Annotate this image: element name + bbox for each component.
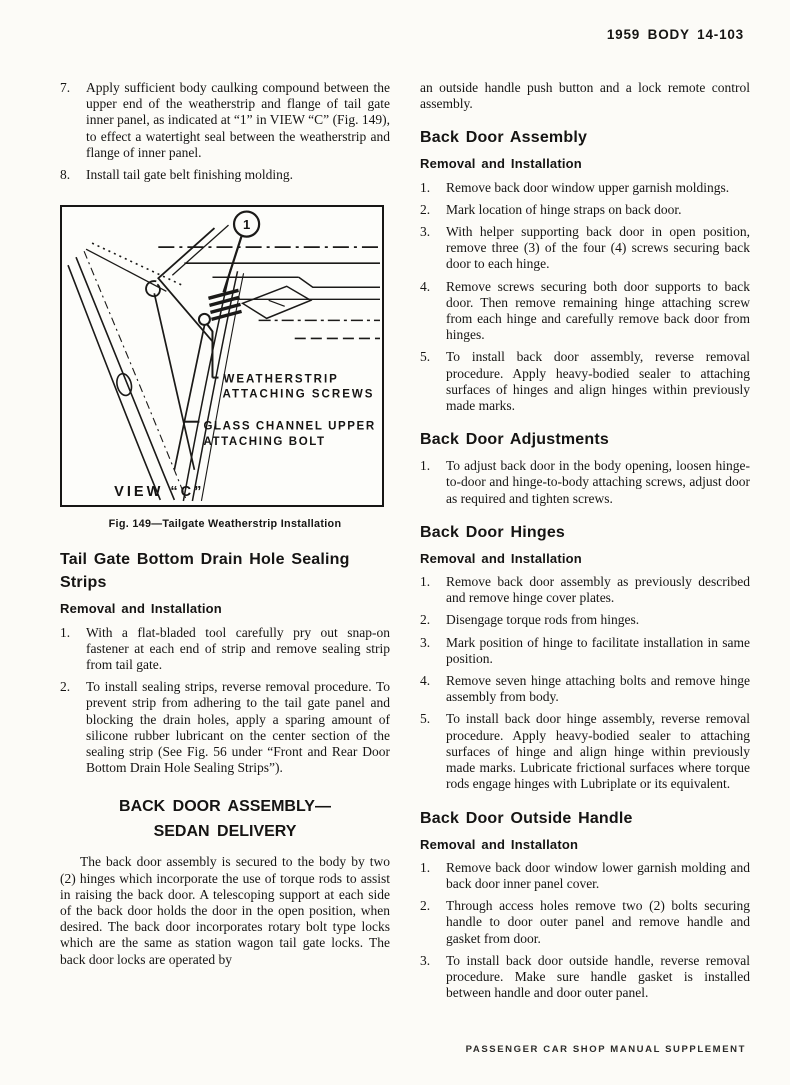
list-item-text: Remove back door window upper garnish moldings. [446, 179, 730, 195]
list-item-text: To install sealing strips, reverse removal procedure. To prevent strip from adhering to the tail gate panel and blocking the drain holes, apply a sparing amount of silicone rubber lubricant on the center section of the sealing strip (See Fig. 56 under “Front and Rear Door Bottom Drain Hole Sealing Strips”). [86, 679, 390, 776]
list-item [420, 202, 750, 218]
list-item-text: Remove back door assembly as previously described and remove hinge cover plates. [446, 574, 750, 606]
list-item-number: 2. [420, 612, 431, 628]
list-item-text: Remove back door window lower garnish molding and back door inner panel cover. [446, 859, 750, 891]
list-item [60, 167, 390, 183]
list-item [420, 860, 750, 892]
two-column-layout [60, 80, 750, 1007]
figure-label-attaching-bolt: ATTACHING BOLT [203, 435, 326, 448]
pillar-line [84, 251, 186, 500]
list-item [60, 80, 390, 161]
list-item [420, 612, 750, 628]
list-item-number: 1. [420, 574, 431, 590]
list-item-number: 7. [60, 80, 71, 95]
list-item-number: 4. [420, 278, 431, 294]
list-item-number: 1. [420, 458, 431, 474]
list-item-text: To install back door assembly, reverse removal procedure. Apply heavy-bodied sealer to attaching surfaces of hinges and align hinges within previously made marks. [446, 349, 750, 414]
window-frame [172, 225, 228, 275]
figure-view-c [60, 205, 384, 507]
list-item-number: 2. [420, 201, 431, 217]
section-subtitle: Removal and Installation [420, 550, 582, 566]
list-item-text: Through access holes remove two (2) bolts securing handle to door outer panel and remove handle and gasket from door. [446, 898, 750, 946]
figure-drawing [62, 207, 382, 505]
callout-number: 1 [242, 217, 251, 233]
list-item-text: Mark position of hinge to facilitate installation in same position. [446, 634, 750, 666]
list-item-number: 1. [60, 624, 71, 640]
list-item-number: 4. [420, 673, 431, 689]
section-title: Back Door Outside Handle [420, 809, 633, 827]
page-footer: PASSENGER CAR SHOP MANUAL SUPPLEMENT [465, 1044, 746, 1055]
list-item-number: 3. [420, 634, 431, 650]
right-column [420, 80, 750, 1007]
hinge-plate [243, 287, 311, 319]
panel-line [299, 277, 380, 287]
page-header: 1959 BODY 14-103 [606, 27, 744, 42]
figure-view-label: VIEW “C” [114, 484, 205, 501]
section-subtitle: Removal and Installaton [420, 836, 579, 852]
chapter-title-line2: SEDAN DELIVERY [153, 823, 297, 841]
list-item [420, 224, 750, 273]
list-item-text: Install tail gate belt finishing molding. [86, 167, 293, 183]
list-item-text: Remove screws securing both door supports to back door. Then remove remaining hinge attaching screw from each hinge and carefully remove back door from hinges. [446, 278, 750, 343]
list-item [420, 458, 750, 507]
list-item-text: To install back door outside handle, reverse removal procedure. Make sure handle gasket is installed between handle and door outer panel. [446, 952, 750, 1001]
continuation-paragraph: an outside handle push button and a lock remote control assembly. [420, 80, 750, 112]
section-title: Back Door Hinges [420, 523, 566, 541]
section-title: Back Door Assembly [420, 129, 588, 147]
clip-hook [146, 281, 160, 296]
list-item-number: 5. [420, 711, 431, 727]
figure-label-glass-channel: GLASS CHANNEL UPPER [203, 420, 376, 433]
section-back-door-outside-handle [420, 807, 750, 1002]
list-item [420, 349, 750, 414]
body-paragraph: The back door assembly is secured to the body by two (2) hinges which incorporate the use of torque rods to assist in raising the back door. A telescoping support at each side of the back door holds the door in the open position, when desired. The back door incorporates rotary bolt type locks which are the same as station wagon tail gate locks. The back door locks are operated by [60, 854, 390, 967]
list-item [420, 898, 750, 947]
attaching-bolt [199, 314, 210, 325]
section-back-door-adjustments [420, 428, 750, 507]
section-back-door-assembly [420, 126, 750, 414]
section-subtitle: Removal and Installation [420, 156, 582, 172]
hinge-plate-mark [269, 301, 285, 307]
list-item-text: Disengage torque rods from hinges. [446, 612, 640, 628]
callout-leader [224, 236, 242, 292]
list-item-text: To install back door hinge assembly, reverse removal procedure. Apply heavy-bodied sealer to attaching surfaces of hinge and align hinge within previously made marks. Lubricate frictional surfaces where torque rods engage hinges with Lubriplate or its equivalent. [446, 711, 750, 792]
list-item [420, 574, 750, 606]
list-item-text: Remove seven hinge attaching bolts and remove hinge assembly from body. [446, 673, 750, 705]
list-item-text: With a flat-bladed tool carefully pry out snap-on fastener at each end of strip and remove sealing strip from tail gate. [86, 624, 390, 673]
weatherstrip-screws [208, 291, 241, 320]
list-item-number: 1. [420, 179, 431, 195]
hatch-edge [92, 243, 182, 285]
list-item-text: With helper supporting back door in open position, remove three (3) of the four (4) screws securing back door to each hinge. [446, 224, 750, 272]
leader-line [154, 294, 194, 471]
list-item [420, 180, 750, 196]
list-item [60, 625, 390, 674]
chapter-title [60, 794, 390, 844]
list-item [420, 711, 750, 792]
figure-label-attaching-screws: ATTACHING SCREWS [222, 388, 375, 401]
list-item [420, 673, 750, 705]
section-title: Tail Gate Bottom Drain Hole Sealing Strips [60, 551, 350, 592]
section-back-door-hinges [420, 521, 750, 793]
left-column [60, 80, 390, 968]
list-item [420, 635, 750, 667]
list-item-number: 3. [420, 224, 431, 240]
list-item [420, 279, 750, 344]
section-subtitle: Removal and Installation [60, 601, 222, 617]
list-item-number: 2. [420, 898, 431, 914]
list-item-number: 5. [420, 349, 431, 365]
list-item-number: 8. [60, 167, 71, 183]
list-item-number: 2. [60, 679, 71, 695]
section-title: Back Door Adjustments [420, 431, 609, 449]
list-item-text: Mark location of hinge straps on back door. [446, 201, 682, 217]
list-item-number: 1. [420, 859, 431, 875]
list-item-text: To adjust back door in the body opening, loosen hinge-to-door and hinge-to-body attaching screws, adjust door as required and tighten screws. [446, 458, 750, 506]
pillar-line [68, 265, 160, 500]
list-item-number: 3. [420, 952, 431, 968]
figure-caption: Fig. 149—Tailgate Weatherstrip Installation [108, 518, 342, 531]
figure-label-weatherstrip: WEATHERSTRIP [223, 373, 339, 386]
list-item-text: Apply sufficient body caulking compound between the upper end of the weatherstrip and flange of tail gate inner panel, as indicated at “1” in VIEW “C” (Fig. 149), to effect a watertight seal between the weatherstrip and flange of inner panel. [86, 80, 390, 160]
chapter-title-line1: BACK DOOR ASSEMBLY— [119, 798, 331, 816]
list-item [60, 679, 390, 776]
list-item [420, 953, 750, 1002]
